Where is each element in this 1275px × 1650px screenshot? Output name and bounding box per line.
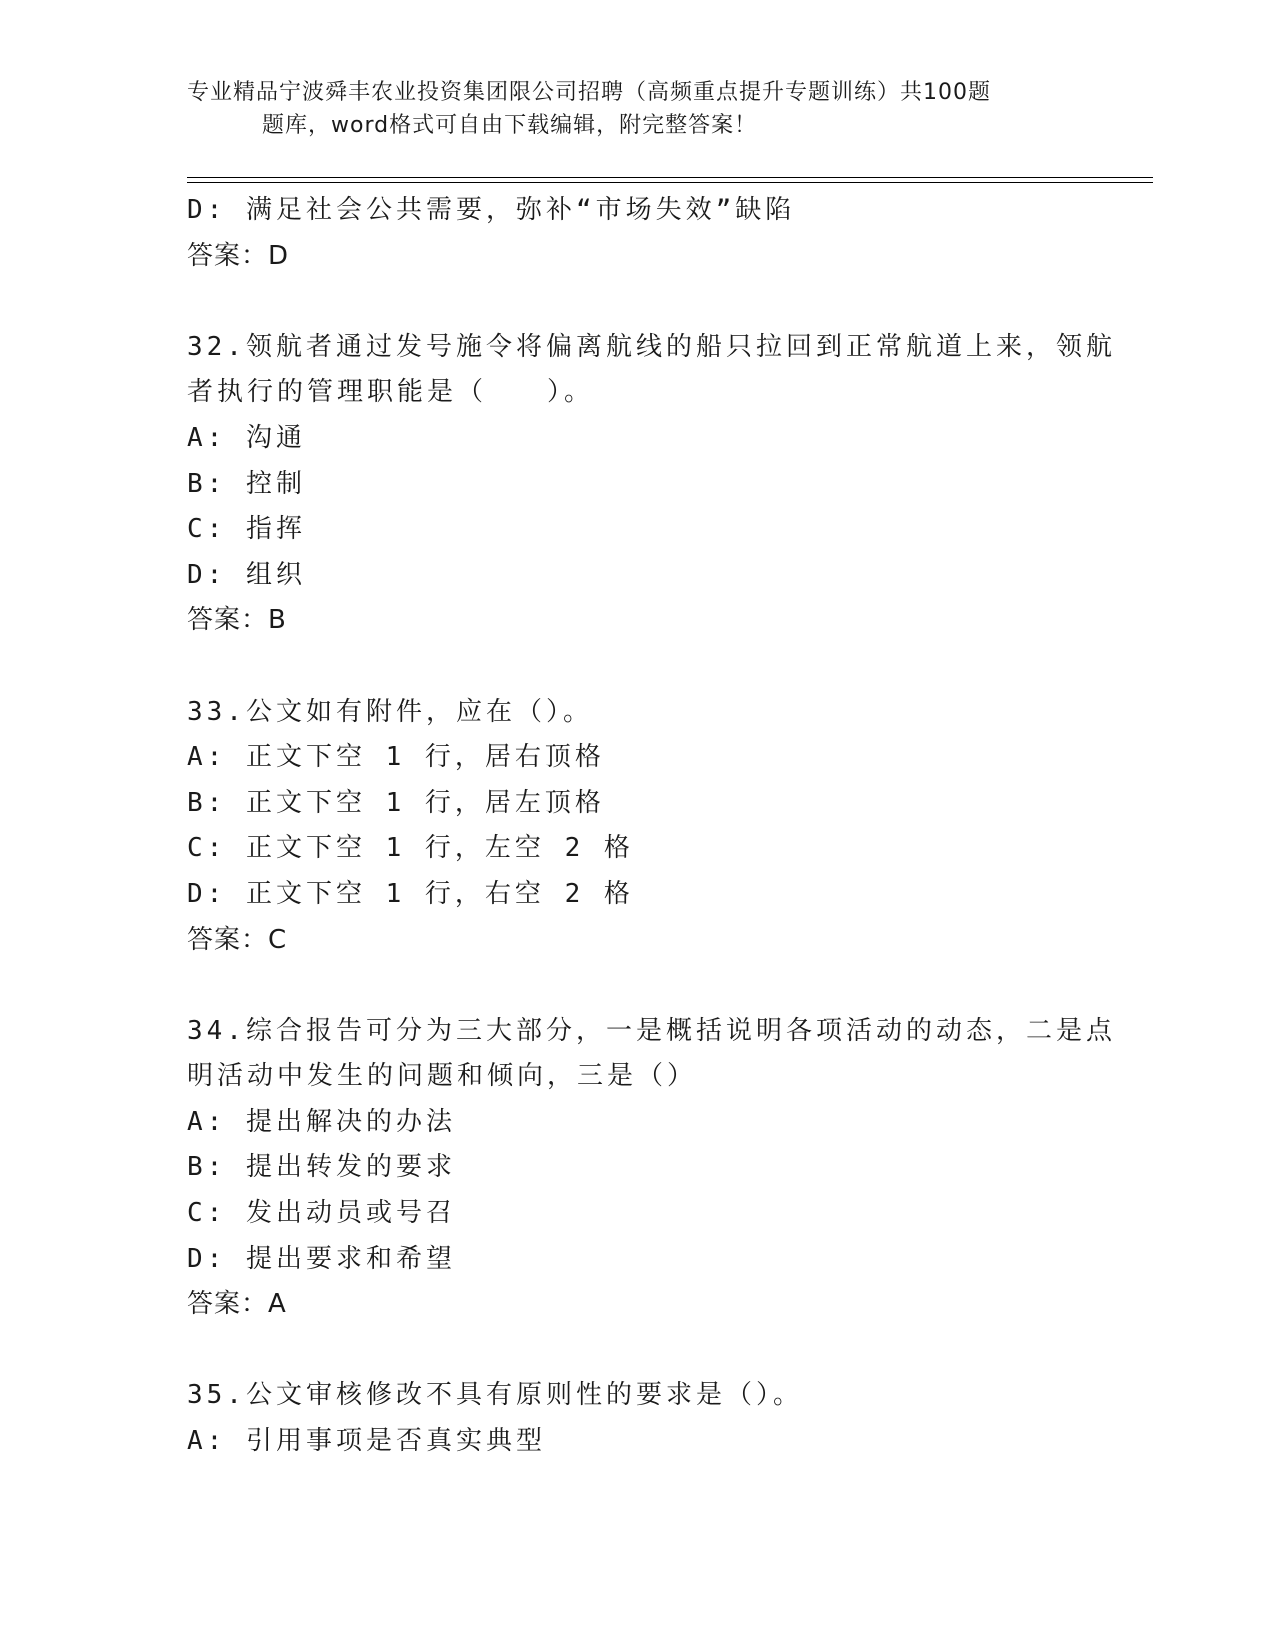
question-stem: 34.综合报告可分为三大部分，一是概括说明各项活动的动态，二是点 [187, 1015, 1116, 1046]
spacer [187, 1328, 1087, 1374]
question-34 [187, 1009, 1116, 1328]
option-c: C: 正文下空 1 行，左空 2 格 [187, 833, 634, 864]
option-a: A: 正文下空 1 行，居右顶格 [187, 742, 605, 773]
question-35 [187, 1373, 1087, 1464]
page-header [187, 76, 1087, 142]
answer-label: 答案：B [187, 605, 287, 636]
option-d: D: 提出要求和希望 [187, 1243, 456, 1274]
question-list [187, 188, 1116, 1465]
spacer [187, 644, 1087, 690]
header-title-line2: 题库，word格式可自由下载编辑，附完整答案！ [262, 113, 758, 138]
option-b: B: 提出转发的要求 [187, 1152, 456, 1183]
question-33 [187, 690, 1087, 964]
option-d: D: 正文下空 1 行，右空 2 格 [187, 878, 634, 909]
question-stem: 32.领航者通过发号施令将偏离航线的船只拉回到正常航道上来，领航 [187, 331, 1116, 362]
option-a: A: 引用事项是否真实典型 [187, 1426, 546, 1457]
header-title-line1: 专业精品宁波舜丰农业投资集团限公司招聘（高频重点提升专题训练）共100题 [187, 80, 991, 105]
question-stem: 明活动中发生的问题和倾向，三是（） [187, 1061, 698, 1092]
question-stem: 者执行的管理职能是（ ）。 [187, 377, 595, 408]
question-32 [187, 325, 1116, 644]
option-b: B: 正文下空 1 行，居左顶格 [187, 787, 605, 818]
question-stem: 33.公文如有附件，应在（）。 [187, 696, 593, 727]
answer-label: 答案：D [187, 240, 290, 271]
option-a: A: 沟通 [187, 422, 306, 453]
answer-label: 答案：C [187, 924, 288, 955]
question-stem: 35.公文审核修改不具有原则性的要求是（）。 [187, 1380, 803, 1411]
header-rule-top [187, 177, 1153, 178]
option-b: B: 控制 [187, 468, 306, 499]
spacer [187, 279, 1087, 325]
question-31-tail [187, 188, 1087, 279]
option-d: D: 满足社会公共需要，弥补“市场失效”缺陷 [187, 195, 796, 225]
spacer [187, 963, 1087, 1009]
option-c: C: 指挥 [187, 514, 306, 545]
header-rule-bottom [187, 182, 1153, 183]
option-d: D: 组织 [187, 559, 306, 590]
option-c: C: 发出动员或号召 [187, 1198, 456, 1229]
option-a: A: 提出解决的办法 [187, 1106, 456, 1137]
answer-label: 答案：A [187, 1289, 287, 1320]
